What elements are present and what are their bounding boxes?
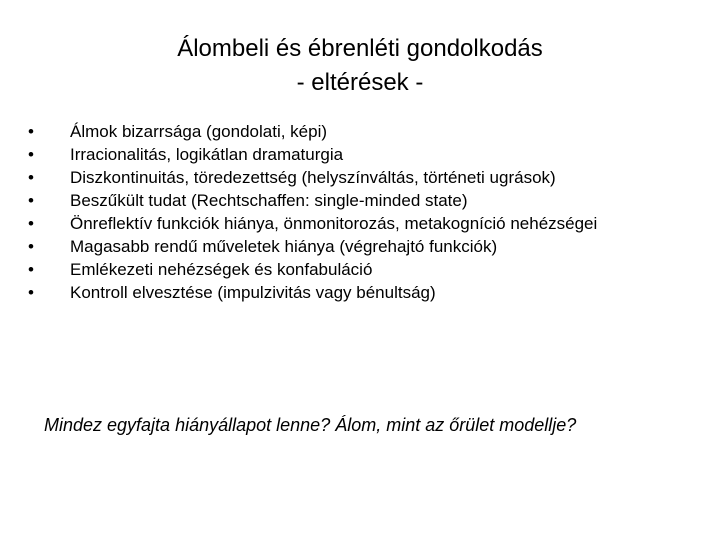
bullet-marker: • xyxy=(28,168,34,187)
bullet-marker: • xyxy=(28,260,34,279)
title-line-1: Álombeli és ébrenléti gondolkodás xyxy=(177,35,543,62)
bullet-text: Magasabb rendű műveletek hiánya (végrehajtó funkciók) xyxy=(70,237,498,256)
slide-title xyxy=(0,32,720,100)
bullet-text: Diszkontinuitás, töredezettség (helyszínváltás, történeti ugrások) xyxy=(70,168,556,187)
bullet-list xyxy=(20,120,700,304)
bullet-text: Álmok bizarrsága (gondolati, képi) xyxy=(70,122,328,141)
bullet-text: Emlékezeti nehézségek és konfabuláció xyxy=(70,260,373,279)
bullet-marker: • xyxy=(28,145,34,164)
bullet-marker: • xyxy=(28,191,34,210)
bullet-item xyxy=(20,166,700,189)
bullet-item xyxy=(20,212,700,235)
bullet-marker: • xyxy=(28,214,34,233)
bullet-text: Önreflektív funkciók hiánya, önmonitorozás, metakogníció nehézségei xyxy=(70,214,598,233)
bullet-marker: • xyxy=(28,237,34,256)
bullet-item xyxy=(20,235,700,258)
bullet-marker: • xyxy=(28,122,34,141)
closing-question: Mindez egyfajta hiányállapot lenne? Álom, mint az őrület modellje? xyxy=(44,415,577,435)
bullet-text: Kontroll elvesztése (impulzivitás vagy bénultság) xyxy=(70,283,436,302)
bullet-item xyxy=(20,120,700,143)
bullet-item xyxy=(20,189,700,212)
bullet-text: Irracionalitás, logikátlan dramaturgia xyxy=(70,145,344,164)
title-line-2: - eltérések - xyxy=(296,69,424,96)
bullet-text: Beszűkült tudat (Rechtschaffen: single-minded state) xyxy=(70,191,468,210)
bullet-item xyxy=(20,258,700,281)
bullet-marker: • xyxy=(28,283,34,302)
bullet-item xyxy=(20,281,700,304)
bullet-item xyxy=(20,143,700,166)
